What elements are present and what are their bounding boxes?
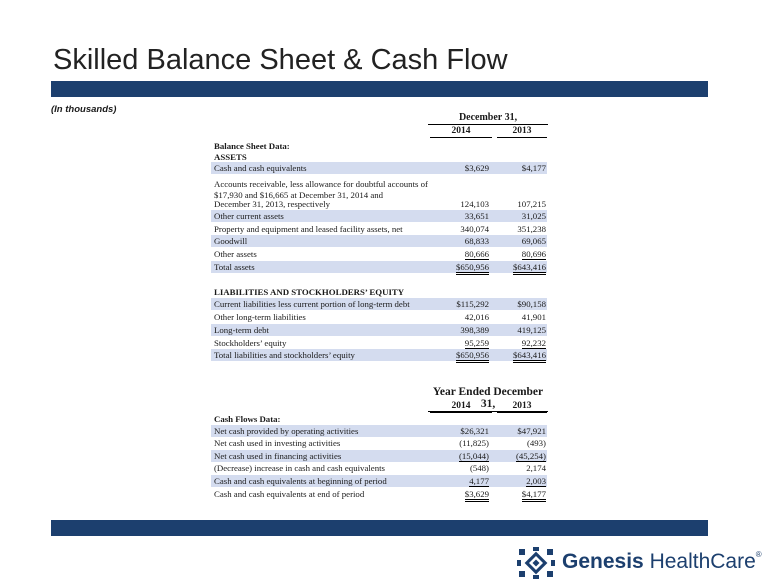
value-2014: 398,389 xyxy=(460,325,489,335)
balance-period-header: December 31, xyxy=(428,112,548,125)
table-row xyxy=(211,248,547,260)
value-2013: $47,921 xyxy=(517,426,546,436)
table-row xyxy=(211,475,547,487)
table-row xyxy=(211,162,547,174)
value-2013: 69,065 xyxy=(521,236,546,246)
value-2014: 95,259 xyxy=(464,338,489,348)
row-label: Cash and cash equivalents at beginning of period xyxy=(214,476,387,486)
header-bar xyxy=(51,81,708,97)
row-label: Other long-term liabilities xyxy=(214,312,306,322)
units-note: (In thousands) xyxy=(51,104,117,115)
value-2014: (548) xyxy=(469,463,489,473)
table-row xyxy=(211,298,547,310)
row-label: Net cash used in investing activities xyxy=(214,438,341,448)
value-2014: $650,956 xyxy=(456,262,489,275)
value-2013: 351,238 xyxy=(517,224,546,234)
value-2013: 31,025 xyxy=(521,211,546,221)
label-line: Accounts receivable, less allowance for doubtful accounts of xyxy=(214,179,428,189)
value-2013: $90,158 xyxy=(517,299,546,309)
cashflow-year-2014: 2014 xyxy=(430,401,492,413)
table-row xyxy=(211,425,547,437)
value-2014: $3,629 xyxy=(464,163,489,173)
row-label: Cash and cash equivalents xyxy=(214,163,307,173)
value-2013: $4,177 xyxy=(522,489,546,502)
row-label: Other current assets xyxy=(214,211,284,221)
value-2014: $650,956 xyxy=(456,350,489,363)
value-2014: $115,292 xyxy=(456,299,489,309)
table-row xyxy=(211,223,547,235)
row-label: Long-term debt xyxy=(214,325,269,335)
value-2014: 80,666 xyxy=(464,249,489,259)
value-2014: 33,651 xyxy=(464,211,489,221)
row-label: Net cash used in financing activities xyxy=(214,451,342,461)
label-line: $17,930 and $16,665 at December 31, 2014 and xyxy=(214,190,384,200)
row-label: Other assets xyxy=(214,249,257,259)
row-label: Cash and cash equivalents at end of period xyxy=(214,489,365,499)
cashflow-year-2013: 2013 xyxy=(497,401,547,413)
value-2014: (11,825) xyxy=(459,438,489,448)
cashflow-heading: Cash Flows Data: xyxy=(214,414,281,424)
logo-registered: ® xyxy=(755,550,762,559)
liabilities-heading: LIABILITIES AND STOCKHOLDERS’ EQUITY xyxy=(214,287,405,297)
value-2014: 124,103 xyxy=(460,199,489,209)
value-2013: $643,416 xyxy=(513,262,546,275)
row-label: Property and equipment and leased facility assets, net xyxy=(214,224,403,234)
value-2013: $4,177 xyxy=(521,163,546,173)
table-row xyxy=(211,488,547,500)
value-2013: 107,215 xyxy=(517,199,546,209)
row-label: Net cash provided by operating activities xyxy=(214,426,359,436)
value-2014: $3,629 xyxy=(465,489,489,502)
value-2014: 4,177 xyxy=(469,476,489,486)
genesis-healthcare-logo xyxy=(562,550,762,574)
row-label: Total liabilities and stockholders’ equity xyxy=(214,350,355,360)
value-2013: 92,232 xyxy=(521,338,546,348)
table-row xyxy=(211,261,547,273)
page-title: Skilled Balance Sheet & Cash Flow xyxy=(53,44,508,76)
row-label: Goodwill xyxy=(214,236,248,246)
balance-year-2013: 2013 xyxy=(497,126,547,138)
row-label: Current liabilities less current portion of long-term debt xyxy=(214,299,410,309)
value-2013: (45,254) xyxy=(515,451,546,461)
balance-sheet-heading: Balance Sheet Data: xyxy=(214,141,290,151)
value-2014: (15,044) xyxy=(458,451,489,461)
value-2013: 419,125 xyxy=(517,325,546,335)
table-row xyxy=(211,337,547,349)
row-label: (Decrease) increase in cash and cash equivalents xyxy=(214,463,385,473)
table-row xyxy=(211,198,547,210)
table-row xyxy=(211,311,547,323)
cashflow-period-header: Year Ended December 31, xyxy=(428,386,548,412)
logo-brand-light: HealthCare xyxy=(649,550,756,573)
value-2013: 41,901 xyxy=(521,312,546,322)
table-row xyxy=(211,324,547,336)
table-row xyxy=(211,437,547,449)
value-2014: 68,833 xyxy=(464,236,489,246)
value-2013: 80,696 xyxy=(521,249,546,259)
genesis-quilt-logo-icon xyxy=(516,546,556,580)
balance-year-2014: 2014 xyxy=(430,126,492,138)
value-2013: 2,003 xyxy=(526,476,546,486)
table-row xyxy=(211,210,547,222)
assets-heading: ASSETS xyxy=(214,152,247,162)
table-row xyxy=(211,450,547,462)
value-2014: $26,321 xyxy=(460,426,489,436)
table-row xyxy=(211,462,547,474)
row-label: Stockholders’ equity xyxy=(214,338,287,348)
row-label: Total assets xyxy=(214,262,255,272)
value-2014: 340,074 xyxy=(460,224,489,234)
value-2013: $643,416 xyxy=(513,350,546,363)
row-label: December 31, 2013, respectively xyxy=(214,199,331,209)
logo-brand-bold: Genesis xyxy=(562,550,644,573)
table-row xyxy=(211,349,547,361)
value-2014: 42,016 xyxy=(464,312,489,322)
footer-bar xyxy=(51,520,708,536)
table-row xyxy=(211,235,547,247)
value-2013: (493) xyxy=(526,438,546,448)
value-2013: 2,174 xyxy=(526,463,546,473)
